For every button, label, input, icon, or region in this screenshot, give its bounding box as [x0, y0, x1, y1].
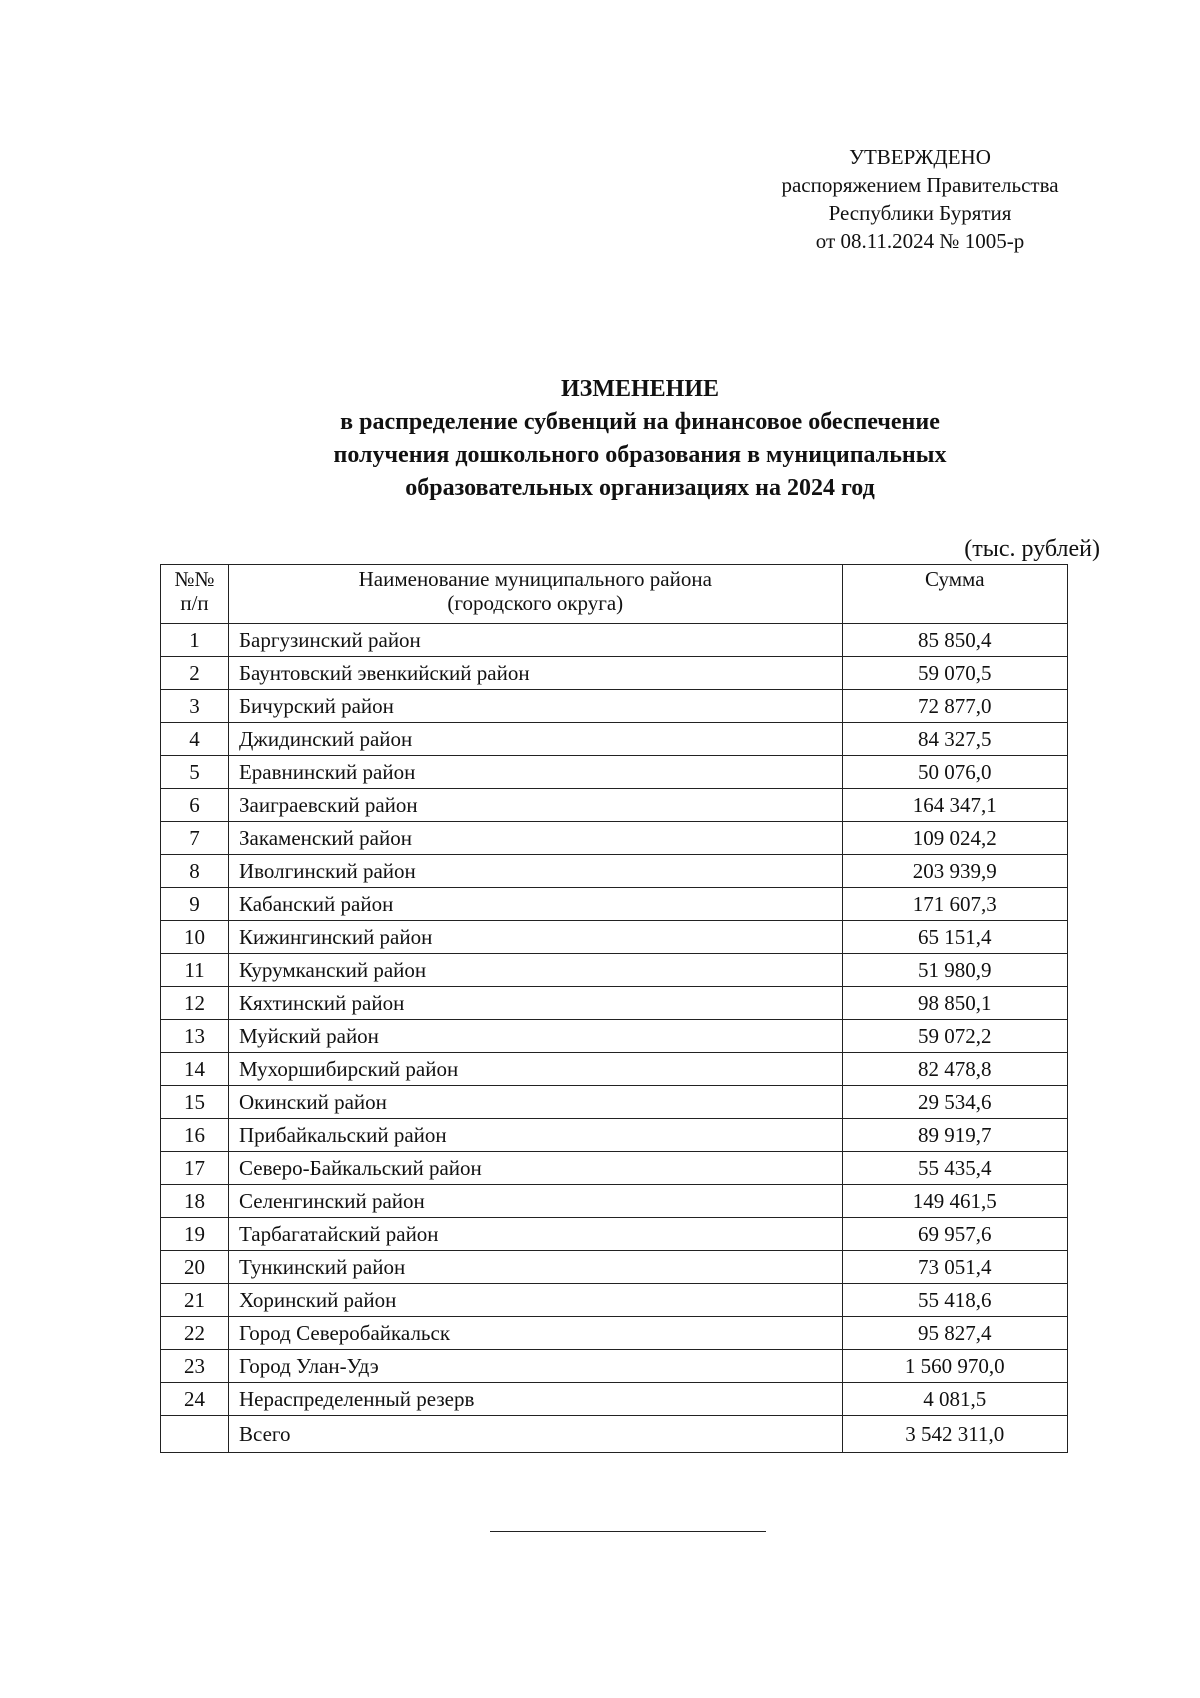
- row-number: 18: [161, 1185, 229, 1218]
- row-sum: 69 957,6: [842, 1218, 1067, 1251]
- row-sum: 29 534,6: [842, 1086, 1067, 1119]
- table-row: [161, 1020, 1068, 1053]
- row-number: 21: [161, 1284, 229, 1317]
- row-sum: 89 919,7: [842, 1119, 1067, 1152]
- table-row: [161, 888, 1068, 921]
- row-number: 23: [161, 1350, 229, 1383]
- table-row: [161, 1251, 1068, 1284]
- row-name: Бичурский район: [228, 690, 842, 723]
- row-sum: 95 827,4: [842, 1317, 1067, 1350]
- table-row: [161, 756, 1068, 789]
- header-number: [161, 565, 229, 624]
- row-sum: 59 070,5: [842, 657, 1067, 690]
- row-number: 17: [161, 1152, 229, 1185]
- row-name: Иволгинский район: [228, 855, 842, 888]
- row-name: Селенгинский район: [228, 1185, 842, 1218]
- row-name: Город Северобайкальск: [228, 1317, 842, 1350]
- row-sum: 65 151,4: [842, 921, 1067, 954]
- row-number: 2: [161, 657, 229, 690]
- row-sum: 59 072,2: [842, 1020, 1067, 1053]
- units-label: (тыс. рублей): [964, 536, 1100, 562]
- row-number: 15: [161, 1086, 229, 1119]
- row-number: 11: [161, 954, 229, 987]
- table-row: [161, 1350, 1068, 1383]
- table-row: [161, 1218, 1068, 1251]
- row-sum: 1 560 970,0: [842, 1350, 1067, 1383]
- row-name: Баунтовский эвенкийский район: [228, 657, 842, 690]
- table-row: [161, 855, 1068, 888]
- table-row: [161, 1119, 1068, 1152]
- header-sum: Сумма: [842, 565, 1067, 624]
- row-sum: 98 850,1: [842, 987, 1067, 1020]
- document-title: [160, 373, 1120, 505]
- row-number: 10: [161, 921, 229, 954]
- table-row: [161, 822, 1068, 855]
- row-name: Хоринский район: [228, 1284, 842, 1317]
- row-number: 6: [161, 789, 229, 822]
- approval-line: УТВЕРЖДЕНО: [849, 145, 991, 169]
- table-row: [161, 624, 1068, 657]
- table-row: [161, 1185, 1068, 1218]
- row-number: 4: [161, 723, 229, 756]
- row-name: Тункинский район: [228, 1251, 842, 1284]
- header-number-line: №№: [174, 567, 215, 591]
- row-number: 19: [161, 1218, 229, 1251]
- row-name: Тарбагатайский район: [228, 1218, 842, 1251]
- row-name: Северо-Байкальский район: [228, 1152, 842, 1185]
- header-name-line: Наименование муниципального района: [358, 567, 712, 591]
- total-label: Всего: [228, 1416, 842, 1453]
- row-number: 16: [161, 1119, 229, 1152]
- row-number: 8: [161, 855, 229, 888]
- end-divider: [490, 1531, 766, 1532]
- header-name-line: (городского округа): [447, 591, 624, 615]
- table-row: [161, 1053, 1068, 1086]
- row-name: Нераспределенный резерв: [228, 1383, 842, 1416]
- row-sum: 171 607,3: [842, 888, 1067, 921]
- row-sum: 4 081,5: [842, 1383, 1067, 1416]
- row-sum: 203 939,9: [842, 855, 1067, 888]
- row-sum: 85 850,4: [842, 624, 1067, 657]
- table-row: [161, 1284, 1068, 1317]
- row-sum: 51 980,9: [842, 954, 1067, 987]
- table-row: [161, 921, 1068, 954]
- approval-stamp: [740, 143, 1100, 255]
- table-row: [161, 1086, 1068, 1119]
- distribution-table: [160, 564, 1068, 1453]
- row-sum: 149 461,5: [842, 1185, 1067, 1218]
- row-sum: 164 347,1: [842, 789, 1067, 822]
- row-name: Еравнинский район: [228, 756, 842, 789]
- row-sum: 72 877,0: [842, 690, 1067, 723]
- row-sum: 55 435,4: [842, 1152, 1067, 1185]
- row-number: 13: [161, 1020, 229, 1053]
- row-number: 1: [161, 624, 229, 657]
- row-name: Кяхтинский район: [228, 987, 842, 1020]
- total-row: [161, 1416, 1068, 1453]
- title-line: получения дошкольного образования в муниципальных: [333, 442, 947, 468]
- row-number: 3: [161, 690, 229, 723]
- table-row: [161, 1317, 1068, 1350]
- title-line: в распределение субвенций на финансовое обеспечение: [340, 409, 940, 435]
- row-number: 7: [161, 822, 229, 855]
- row-name: Муйский район: [228, 1020, 842, 1053]
- row-name: Заиграевский район: [228, 789, 842, 822]
- approval-line: Республики Бурятия: [828, 201, 1012, 225]
- row-name: Мухоршибирский район: [228, 1053, 842, 1086]
- table-body: [161, 624, 1068, 1416]
- row-name: Джидинский район: [228, 723, 842, 756]
- title-line: ИЗМЕНЕНИЕ: [560, 376, 719, 402]
- row-name: Закаменский район: [228, 822, 842, 855]
- table-row: [161, 690, 1068, 723]
- row-number: 22: [161, 1317, 229, 1350]
- row-sum: 84 327,5: [842, 723, 1067, 756]
- total-number: [161, 1416, 229, 1453]
- table-row: [161, 987, 1068, 1020]
- row-sum: 50 076,0: [842, 756, 1067, 789]
- row-number: 9: [161, 888, 229, 921]
- approval-line: распоряжением Правительства: [781, 173, 1059, 197]
- table-row: [161, 1152, 1068, 1185]
- header-number-line: п/п: [180, 591, 209, 615]
- row-name: Курумканский район: [228, 954, 842, 987]
- row-name: Кабанский район: [228, 888, 842, 921]
- row-name: Баргузинский район: [228, 624, 842, 657]
- row-sum: 55 418,6: [842, 1284, 1067, 1317]
- row-sum: 73 051,4: [842, 1251, 1067, 1284]
- row-number: 5: [161, 756, 229, 789]
- row-sum: 109 024,2: [842, 822, 1067, 855]
- total-sum: 3 542 311,0: [842, 1416, 1067, 1453]
- table-row: [161, 789, 1068, 822]
- header-name: [228, 565, 842, 624]
- row-number: 24: [161, 1383, 229, 1416]
- row-name: Кижингинский район: [228, 921, 842, 954]
- approval-line: от 08.11.2024 № 1005-р: [815, 229, 1025, 253]
- row-name: Город Улан-Удэ: [228, 1350, 842, 1383]
- row-name: Прибайкальский район: [228, 1119, 842, 1152]
- table-row: [161, 954, 1068, 987]
- table-row: [161, 1383, 1068, 1416]
- table-row: [161, 657, 1068, 690]
- row-number: 12: [161, 987, 229, 1020]
- row-number: 20: [161, 1251, 229, 1284]
- row-number: 14: [161, 1053, 229, 1086]
- title-line: образовательных организациях на 2024 год: [405, 475, 875, 501]
- row-sum: 82 478,8: [842, 1053, 1067, 1086]
- table-row: [161, 723, 1068, 756]
- table-header-row: [161, 565, 1068, 624]
- row-name: Окинский район: [228, 1086, 842, 1119]
